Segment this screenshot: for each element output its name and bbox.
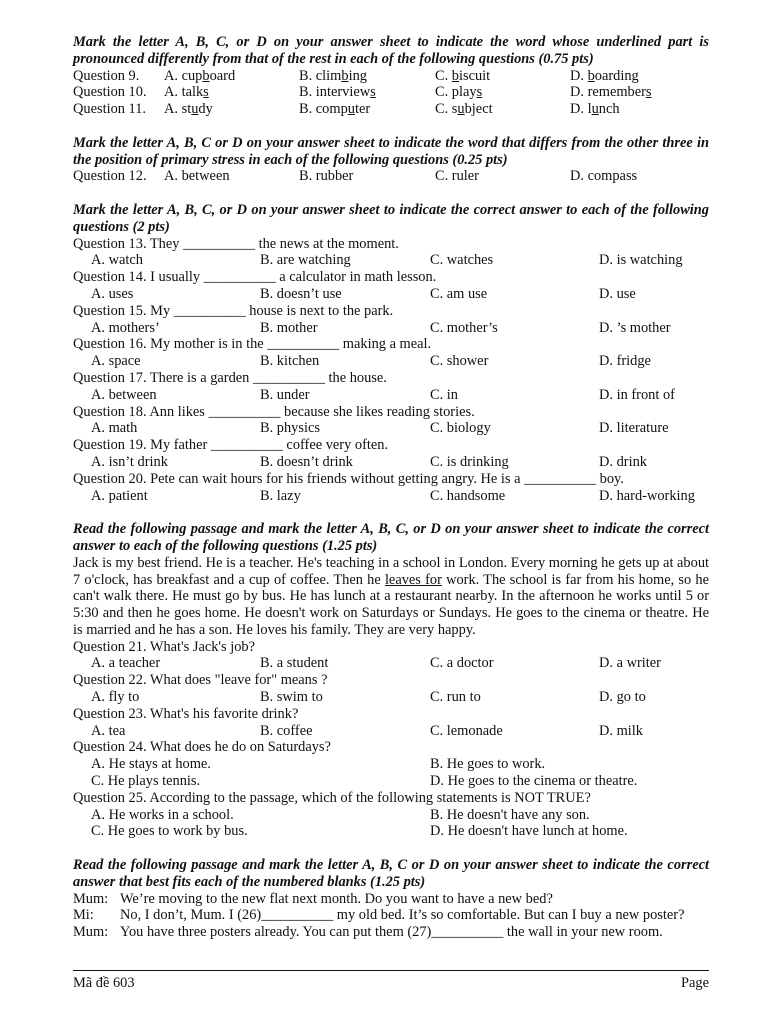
question-label: Question 11.: [73, 101, 147, 118]
option-c: C. run to: [430, 689, 481, 706]
option-a: A. talks: [164, 84, 209, 101]
option-b: B. under: [260, 386, 310, 403]
question-15-options: [73, 320, 709, 337]
pronunciation-instruction: Mark the letter A, B, C, or D on your answer sheet to indicate the word whose underlined part is pronounced differently from that of the rest in each of the following questions (0.75 pts): [73, 34, 709, 67]
option-c: C. mother’s: [430, 319, 498, 336]
dialogue-text: We’re moving to the new flat next month. Do you want to have a new bed?: [120, 890, 553, 907]
footer-divider: [73, 970, 709, 971]
question-15-stem: Question 15. My __________ house is next to the park.: [73, 302, 394, 319]
option-a: A. He stays at home.: [91, 756, 211, 773]
option-a: A. watch: [91, 252, 143, 269]
option-b: B. interviews: [299, 84, 376, 101]
underlined-part: u: [347, 101, 355, 118]
option-d: D. hard-working: [599, 487, 695, 504]
option-a: A. patient: [91, 487, 148, 504]
underlined-part: s: [645, 84, 652, 101]
question-22-stem: Question 22. What does "leave for" means ?: [73, 672, 328, 689]
option-c: C. is drinking: [430, 453, 509, 470]
underlined-part: s: [370, 84, 376, 101]
stress-instruction: Mark the letter A, B, C or D on your answer sheet to indicate the word that differs from the other three in the position of primary stress in each of the following questions (0.25 pts): [73, 134, 709, 168]
question-18-options: [73, 420, 709, 437]
question-12: [73, 168, 709, 185]
option-c: C. am use: [430, 285, 488, 302]
option-b: B. are watching: [260, 252, 351, 269]
pronunciation-questions: [73, 68, 709, 118]
option-b: B. lazy: [260, 487, 301, 504]
question-18-stem: Question 18. Ann likes __________ because she likes reading stories.: [73, 403, 475, 420]
pronunciation-question: [73, 84, 709, 101]
option-d: D. He goes to the cinema or theatre.: [430, 773, 638, 790]
option-b: B. swim to: [260, 689, 323, 706]
option-d: D. compass: [570, 168, 638, 185]
speaker: Mum:: [73, 924, 109, 941]
question-13-options: [73, 252, 709, 269]
option-d: D. a writer: [599, 655, 661, 672]
option-c: C. He plays tennis.: [91, 773, 201, 790]
question-17-stem: Question 17. There is a garden __________ the house.: [73, 369, 387, 386]
question-label: Question 9.: [73, 67, 140, 84]
exam-page: [73, 34, 709, 941]
underlined-part: s: [203, 84, 209, 101]
reading-passage: Jack is my best friend. He is a teacher. He's teaching in a school in London. Every morning he gets up at about 7 o'clock, has breakfast and a cup of coffee. Then he leaves for work. The school is far from his home, so he can't walk there. He must go by bus. He has lunch at a restaurant nearby. In the afternoon he works until 5 or 5:30 and then he goes home. He doesn't work on Saturdays or Sundays. He goes to the cinema or theatre. He is married and he has a son. He loves his family. They are very happy.: [73, 554, 710, 638]
option-d: D. milk: [599, 722, 643, 739]
option-d: D. use: [599, 285, 636, 302]
option-a: A. fly to: [91, 689, 140, 706]
question-22-options: [73, 689, 709, 706]
option-d: D. He doesn't have lunch at home.: [430, 823, 628, 840]
reading2-instruction: Read the following passage and mark the letter A, B, C or D on your answer sheet to indicate the correct answer that best fits each of the numbered blanks (1.25 pts): [73, 857, 709, 890]
underlined-part: u: [191, 101, 199, 118]
underlined-part: u: [591, 101, 599, 118]
question-16-options: [73, 353, 709, 370]
option-b: B. rubber: [299, 168, 354, 185]
option-c: C. shower: [430, 353, 489, 370]
option-c: C. lemonade: [430, 722, 503, 739]
underlined-part: b: [341, 67, 349, 84]
option-c: C. biscuit: [435, 67, 491, 84]
option-d: D. remembers: [570, 84, 652, 101]
question-25-options-row1: [73, 807, 709, 824]
option-c: C. biology: [430, 420, 491, 437]
option-d: D. lunch: [570, 101, 620, 118]
option-a: A. uses: [91, 285, 134, 302]
option-d: D. is watching: [599, 252, 683, 269]
underlined-part: u: [457, 101, 465, 118]
option-a: A. tea: [91, 722, 126, 739]
underlined-part: s: [476, 84, 483, 101]
question-19-stem: Question 19. My father __________ coffee very often.: [73, 437, 389, 454]
question-23-options: [73, 723, 709, 740]
option-d: D. go to: [599, 689, 646, 706]
page-label: Page: [681, 975, 709, 991]
speaker: Mum:: [73, 890, 109, 907]
option-a: A. between: [164, 168, 230, 185]
option-a: A. He works in a school.: [91, 806, 234, 823]
question-20-stem: Question 20. Pete can wait hours for his friends without getting angry. He is a __________ boy.: [73, 470, 624, 487]
option-c: C. He goes to work by bus.: [91, 823, 248, 840]
option-c: C. subject: [435, 101, 493, 118]
option-d: D. fridge: [599, 353, 651, 370]
underlined-part: b: [587, 67, 595, 84]
option-b: B. He doesn't have any son.: [430, 806, 590, 823]
option-c: C. handsome: [430, 487, 506, 504]
option-d: D. ’s mother: [599, 319, 671, 336]
exam-code: Mã đề 603: [73, 975, 135, 991]
question-25-stem: Question 25. According to the passage, which of the following statements is NOT TRUE?: [73, 789, 591, 806]
pronunciation-question: [73, 101, 709, 118]
dialogue-line: [73, 891, 709, 908]
question-20-options: [73, 488, 709, 505]
underlined-part: b: [202, 67, 210, 84]
question-23-stem: Question 23. What's his favorite drink?: [73, 705, 299, 722]
dialogue-text: No, I don’t, Mum. I (26)__________ my old bed. It’s so comfortable. But can I buy a new poster?: [120, 907, 685, 924]
option-b: B. mother: [260, 319, 318, 336]
question-14-options: [73, 286, 709, 303]
page-footer: [73, 975, 709, 993]
question-25-options-row2: [73, 823, 709, 840]
underlined-phrase: leaves for: [384, 571, 442, 588]
option-b: B. a student: [260, 655, 329, 672]
option-b: B. physics: [260, 420, 320, 437]
option-b: B. doesn’t use: [260, 285, 342, 302]
option-b: B. doesn’t drink: [260, 453, 353, 470]
option-c: C. a doctor: [430, 655, 494, 672]
question-16-stem: Question 16. My mother is in the __________ making a meal.: [73, 336, 432, 353]
question-19-options: [73, 454, 709, 471]
option-a: A. cupboard: [164, 67, 236, 84]
pronunciation-question: [73, 68, 709, 85]
option-a: A. between: [91, 386, 157, 403]
underlined-part: b: [451, 67, 459, 84]
option-a: A. mothers’: [91, 319, 160, 336]
dialogue-text: You have three posters already. You can put them (27)__________ the wall in your new room.: [120, 924, 663, 941]
grammar-questions: [73, 236, 709, 505]
question-24-options-row2: [73, 773, 709, 790]
question-21-options: [73, 655, 709, 672]
option-b: B. computer: [299, 101, 371, 118]
option-d: D. drink: [599, 453, 647, 470]
option-a: A. math: [91, 420, 138, 437]
reading1-instruction: Read the following passage and mark the letter A, B, C, or D on your answer sheet to indicate the correct answer to each of the following questions (1.25 pts): [73, 521, 709, 554]
grammar-instruction: Mark the letter A, B, C, or D on your answer sheet to indicate the correct answer to each of the following questions (2 pts): [73, 201, 709, 235]
question-17-options: [73, 387, 709, 404]
question-14-stem: Question 14. I usually __________ a calculator in math lesson.: [73, 269, 437, 286]
question-label: Question 10.: [73, 84, 147, 101]
question-13-stem: Question 13. They __________ the news at the moment.: [73, 235, 399, 252]
option-b: B. He goes to work.: [430, 756, 546, 773]
option-c: C. ruler: [435, 168, 479, 185]
option-a: A. isn’t drink: [91, 453, 168, 470]
option-d: D. literature: [599, 420, 669, 437]
option-b: B. climbing: [299, 67, 367, 84]
speaker: Mi:: [73, 907, 94, 924]
option-c: C. plays: [435, 84, 483, 101]
option-d: D. boarding: [570, 67, 639, 84]
option-b: B. kitchen: [260, 353, 320, 370]
option-a: A. a teacher: [91, 655, 161, 672]
option-a: A. space: [91, 353, 141, 370]
option-c: C. watches: [430, 252, 494, 269]
option-d: D. in front of: [599, 386, 675, 403]
question-label: Question 12.: [73, 168, 147, 185]
dialogue-line: [73, 924, 709, 941]
question-21-stem: Question 21. What's Jack's job?: [73, 638, 255, 655]
option-a: A. study: [164, 101, 213, 118]
option-c: C. in: [430, 386, 458, 403]
question-24-options-row1: [73, 756, 709, 773]
question-24-stem: Question 24. What does he do on Saturdays?: [73, 739, 331, 756]
option-b: B. coffee: [260, 722, 313, 739]
dialogue-line: [73, 907, 709, 924]
